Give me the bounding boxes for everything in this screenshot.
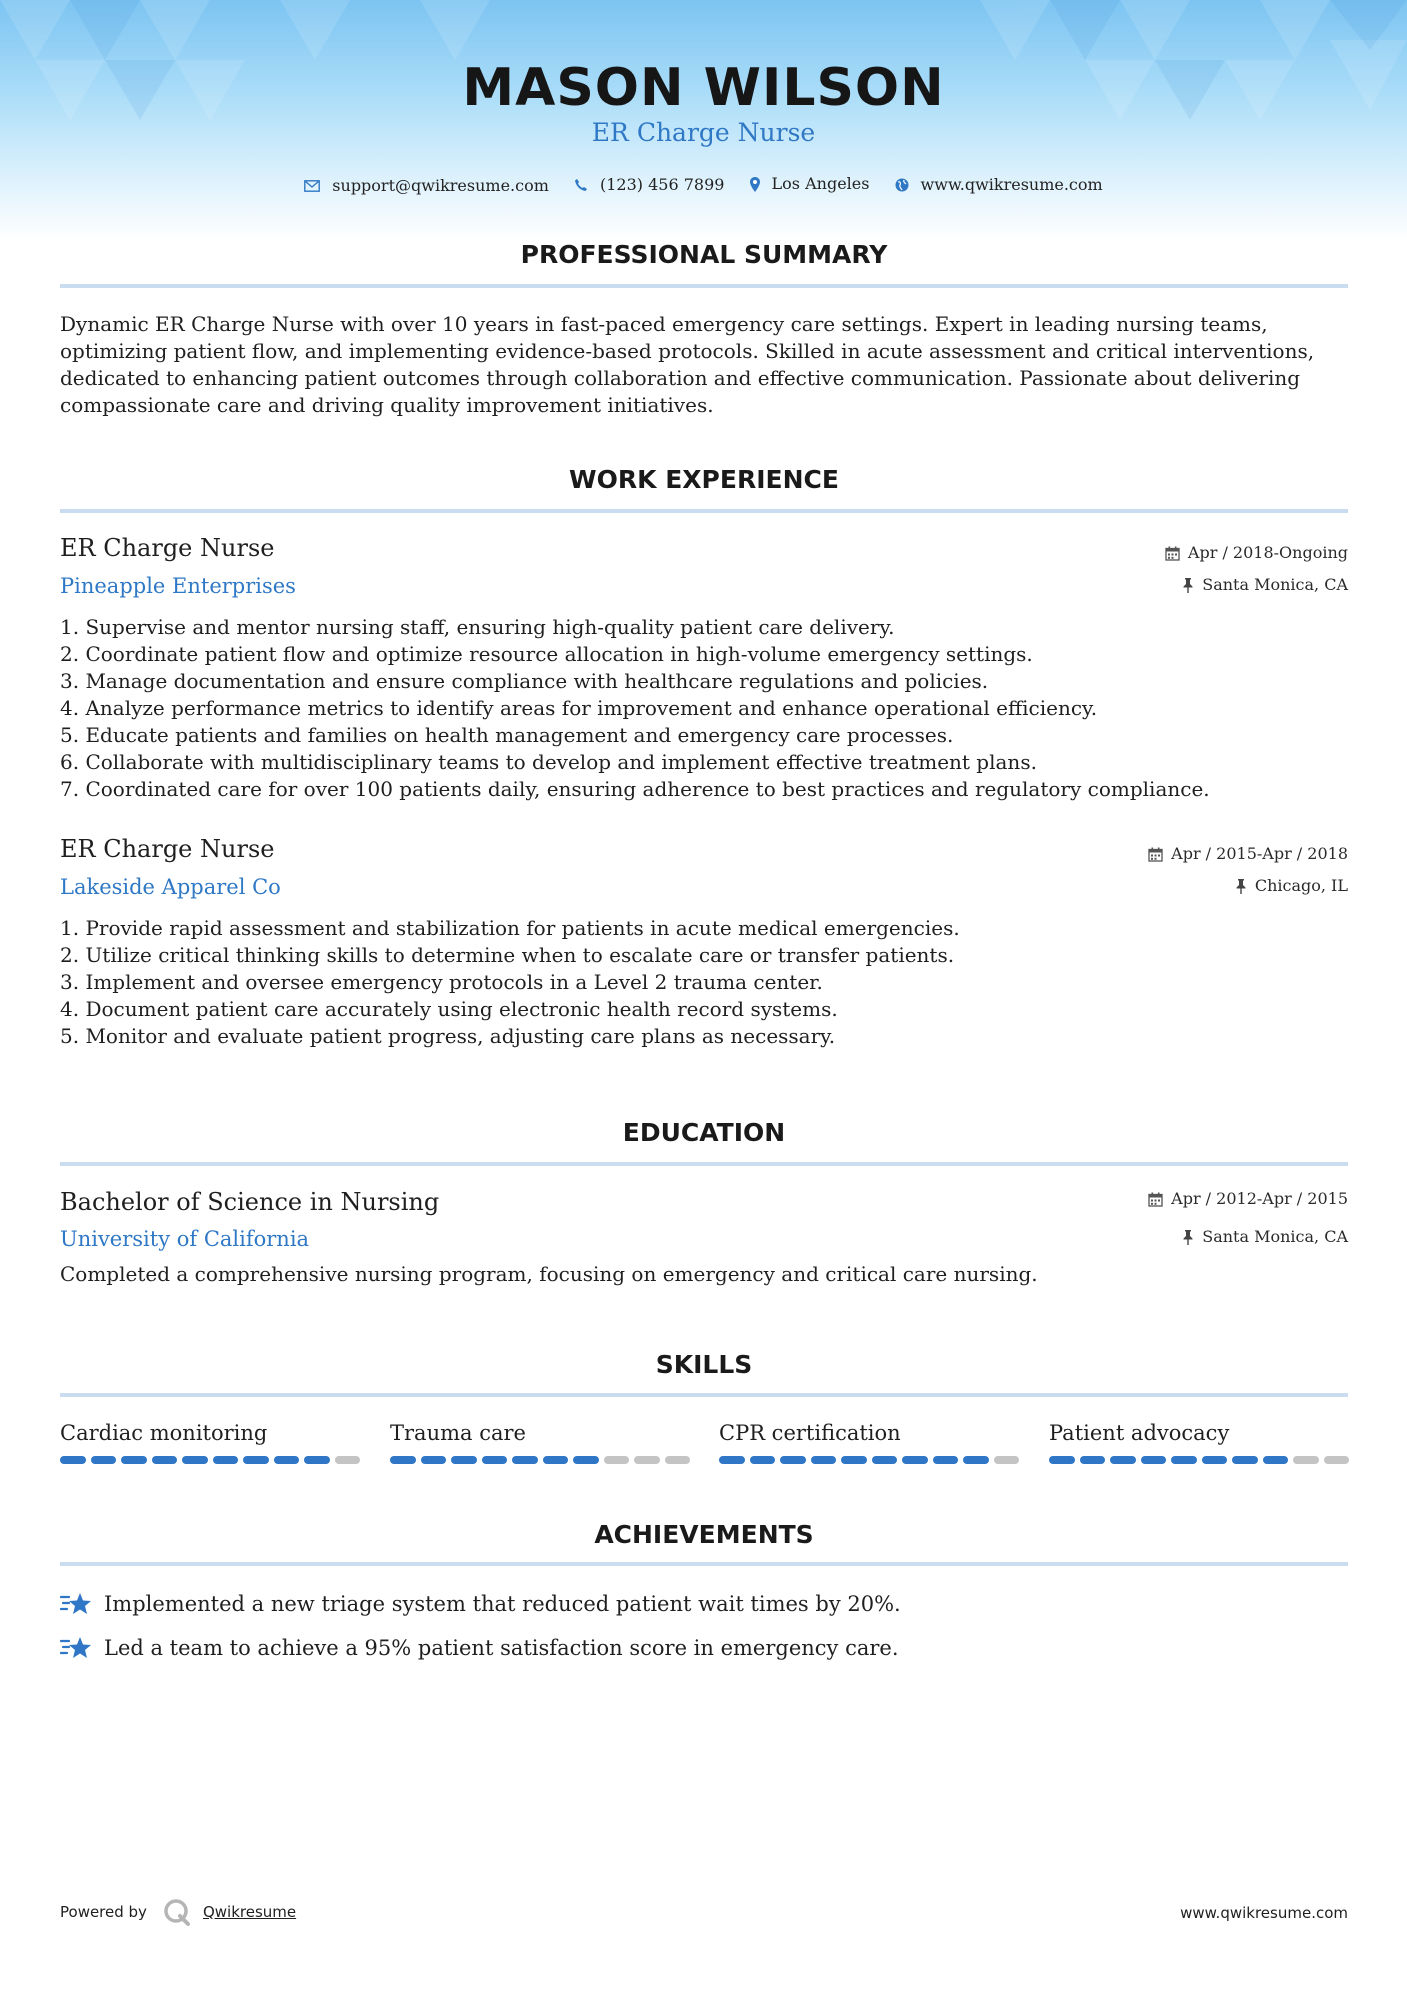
skill-level-segment	[60, 1456, 86, 1464]
job-location	[1235, 874, 1348, 898]
skill-item	[1049, 1418, 1349, 1464]
skill-level-segment	[872, 1456, 898, 1464]
job-location-text: Chicago, IL	[1254, 876, 1348, 895]
list-item: 7. Coordinated care for over 100 patients daily, ensuring adherence to best practices and regulatory compliance.	[60, 777, 1210, 801]
achievements-heading: ACHIEVEMENTS	[594, 1520, 814, 1549]
skill-level-segment	[213, 1456, 239, 1464]
contact-location	[750, 170, 870, 198]
skill-level-bar	[60, 1456, 360, 1464]
skill-level-segment	[1202, 1456, 1228, 1464]
list-item: 5. Monitor and evaluate patient progress, adjusting care plans as necessary.	[60, 1024, 836, 1048]
calendar-icon	[1165, 546, 1180, 561]
education-heading: EDUCATION	[622, 1118, 786, 1147]
contact-phone[interactable]	[574, 171, 724, 199]
summary-heading: PROFESSIONAL SUMMARY	[520, 240, 888, 269]
job-bullets	[60, 614, 1348, 803]
job-location	[1182, 573, 1348, 597]
list-item: 1. Supervise and mentor nursing staff, ensuring high-quality patient care delivery.	[60, 615, 895, 639]
skill-item	[719, 1418, 1019, 1464]
contact-location-text: Los Angeles	[771, 174, 870, 193]
skill-level-segment	[451, 1456, 477, 1464]
section-divider	[60, 1562, 1348, 1566]
job-dates-text: Apr / 2018-Ongoing	[1187, 543, 1348, 562]
skill-level-bar	[390, 1456, 690, 1464]
skill-level-segment	[811, 1456, 837, 1464]
pushpin-icon	[1182, 1230, 1194, 1245]
pushpin-icon	[1235, 879, 1247, 894]
skill-level-segment	[91, 1456, 117, 1464]
skill-level-segment	[512, 1456, 538, 1464]
calendar-icon	[1148, 1192, 1163, 1207]
skill-name: CPR certification	[719, 1421, 901, 1445]
skill-level-segment	[121, 1456, 147, 1464]
section-divider	[60, 1393, 1348, 1397]
contact-website-text: www.qwikresume.com	[920, 174, 1103, 194]
contact-email-text: support@qwikresume.com	[332, 175, 549, 195]
section-divider	[60, 509, 1348, 513]
skill-level-segment	[1263, 1456, 1289, 1464]
footer-website[interactable]: www.qwikresume.com	[1180, 1904, 1348, 1922]
star-icon	[60, 1634, 92, 1662]
skill-level-bar	[1049, 1456, 1349, 1464]
job-dates	[1165, 541, 1348, 565]
job-location-text: Santa Monica, CA	[1202, 575, 1348, 594]
job-title: ER Charge Nurse	[60, 534, 275, 562]
skill-level-segment	[933, 1456, 959, 1464]
skill-level-segment	[665, 1456, 691, 1464]
star-icon	[60, 1590, 92, 1618]
phone-icon	[574, 178, 588, 192]
skill-level-segment	[421, 1456, 447, 1464]
job-title: ER Charge Nurse	[60, 835, 275, 863]
skill-level-segment	[1080, 1456, 1106, 1464]
degree-title: Bachelor of Science in Nursing	[60, 1188, 440, 1216]
skill-level-segment	[1171, 1456, 1197, 1464]
education-location	[1182, 1225, 1348, 1249]
skill-level-segment	[274, 1456, 300, 1464]
skill-level-segment	[390, 1456, 416, 1464]
skill-level-segment	[335, 1456, 361, 1464]
contact-bar	[0, 170, 1407, 201]
summary-text: Dynamic ER Charge Nurse with over 10 years in fast-paced emergency care settings. Expert in leading nursing teams, optimizing patient flow, and implementing evidence-based protocols. Skilled in acute assessment and critical interventions, dedicated to enhancing patient outcomes through collaboration and effective communication. Passionate about delivering compassionate care and driving quality improvement initiatives.	[60, 312, 1315, 417]
skill-level-segment	[182, 1456, 208, 1464]
skill-level-segment	[573, 1456, 599, 1464]
skill-level-segment	[1110, 1456, 1136, 1464]
job-dates	[1148, 842, 1348, 866]
skill-level-segment	[304, 1456, 330, 1464]
skill-level-bar	[719, 1456, 1019, 1464]
job-bullets	[60, 915, 1348, 1050]
skill-level-segment	[543, 1456, 569, 1464]
skill-level-segment	[243, 1456, 269, 1464]
skill-level-segment	[841, 1456, 867, 1464]
skill-level-segment	[634, 1456, 660, 1464]
skill-level-segment	[719, 1456, 745, 1464]
skill-name: Patient advocacy	[1049, 1421, 1230, 1445]
contact-email[interactable]	[304, 172, 549, 200]
achievement-item	[60, 1633, 899, 1663]
list-item: 5. Educate patients and families on health management and emergency care processes.	[60, 723, 954, 747]
pushpin-icon	[1182, 578, 1194, 593]
achievement-text: Led a team to achieve a 95% patient satisfaction score in emergency care.	[104, 1636, 899, 1660]
list-item: 4. Analyze performance metrics to identify areas for improvement and enhance operational efficiency.	[60, 696, 1098, 720]
skills-heading: SKILLS	[655, 1350, 753, 1379]
section-divider	[60, 1162, 1348, 1166]
list-item: 2. Utilize critical thinking skills to determine when to escalate care or transfer patients.	[60, 943, 955, 967]
company-name: Pineapple Enterprises	[60, 574, 296, 598]
skill-level-segment	[1232, 1456, 1258, 1464]
skill-level-segment	[152, 1456, 178, 1464]
candidate-title: ER Charge Nurse	[591, 118, 816, 147]
education-dates	[1148, 1187, 1348, 1211]
education-description: Completed a comprehensive nursing program, focusing on emergency and critical care nursing.	[60, 1262, 1038, 1286]
achievement-text: Implemented a new triage system that reduced patient wait times by 20%.	[104, 1592, 901, 1616]
company-name: Lakeside Apparel Co	[60, 875, 281, 899]
skill-name: Trauma care	[390, 1421, 526, 1445]
qwikresume-logo-icon	[163, 1898, 191, 1926]
skill-name: Cardiac monitoring	[60, 1421, 268, 1445]
powered-by-label: Powered by	[60, 1903, 147, 1921]
skill-level-segment	[1049, 1456, 1075, 1464]
globe-icon	[895, 178, 909, 192]
job-dates-text: Apr / 2015-Apr / 2018	[1171, 844, 1348, 863]
calendar-icon	[1148, 847, 1163, 862]
skill-level-segment	[750, 1456, 776, 1464]
brand-link[interactable]: Qwikresume	[202, 1903, 297, 1921]
school-name: University of California	[60, 1227, 310, 1251]
skill-level-segment	[994, 1456, 1020, 1464]
list-item: 4. Document patient care accurately using electronic health record systems.	[60, 997, 838, 1021]
skill-item	[60, 1418, 360, 1464]
skill-level-segment	[482, 1456, 508, 1464]
contact-website[interactable]	[895, 171, 1103, 199]
education-dates-text: Apr / 2012-Apr / 2015	[1171, 1189, 1348, 1208]
section-divider	[60, 284, 1348, 288]
skill-level-segment	[1324, 1456, 1350, 1464]
list-item: 1. Provide rapid assessment and stabilization for patients in acute medical emergencies.	[60, 916, 960, 940]
skill-level-segment	[963, 1456, 989, 1464]
list-item: 3. Implement and oversee emergency protocols in a Level 2 trauma center.	[60, 970, 823, 994]
list-item: 3. Manage documentation and ensure compliance with healthcare regulations and policies.	[60, 669, 989, 693]
contact-phone-text: (123) 456 7899	[599, 174, 725, 194]
envelope-icon	[304, 180, 320, 192]
skill-level-segment	[1293, 1456, 1319, 1464]
footer-powered	[60, 1898, 296, 1926]
experience-heading: WORK EXPERIENCE	[569, 465, 839, 494]
skill-level-segment	[1141, 1456, 1167, 1464]
map-marker-icon	[750, 177, 760, 192]
skill-level-segment	[780, 1456, 806, 1464]
skill-item	[390, 1418, 690, 1464]
skill-level-segment	[902, 1456, 928, 1464]
candidate-name: MASON WILSON	[462, 58, 945, 118]
education-location-text: Santa Monica, CA	[1202, 1227, 1348, 1246]
list-item: 6. Collaborate with multidisciplinary teams to develop and implement effective treatment plans.	[60, 750, 1037, 774]
achievement-item	[60, 1589, 901, 1619]
skill-level-segment	[604, 1456, 630, 1464]
list-item: 2. Coordinate patient flow and optimize resource allocation in high-volume emergency settings.	[60, 642, 1033, 666]
